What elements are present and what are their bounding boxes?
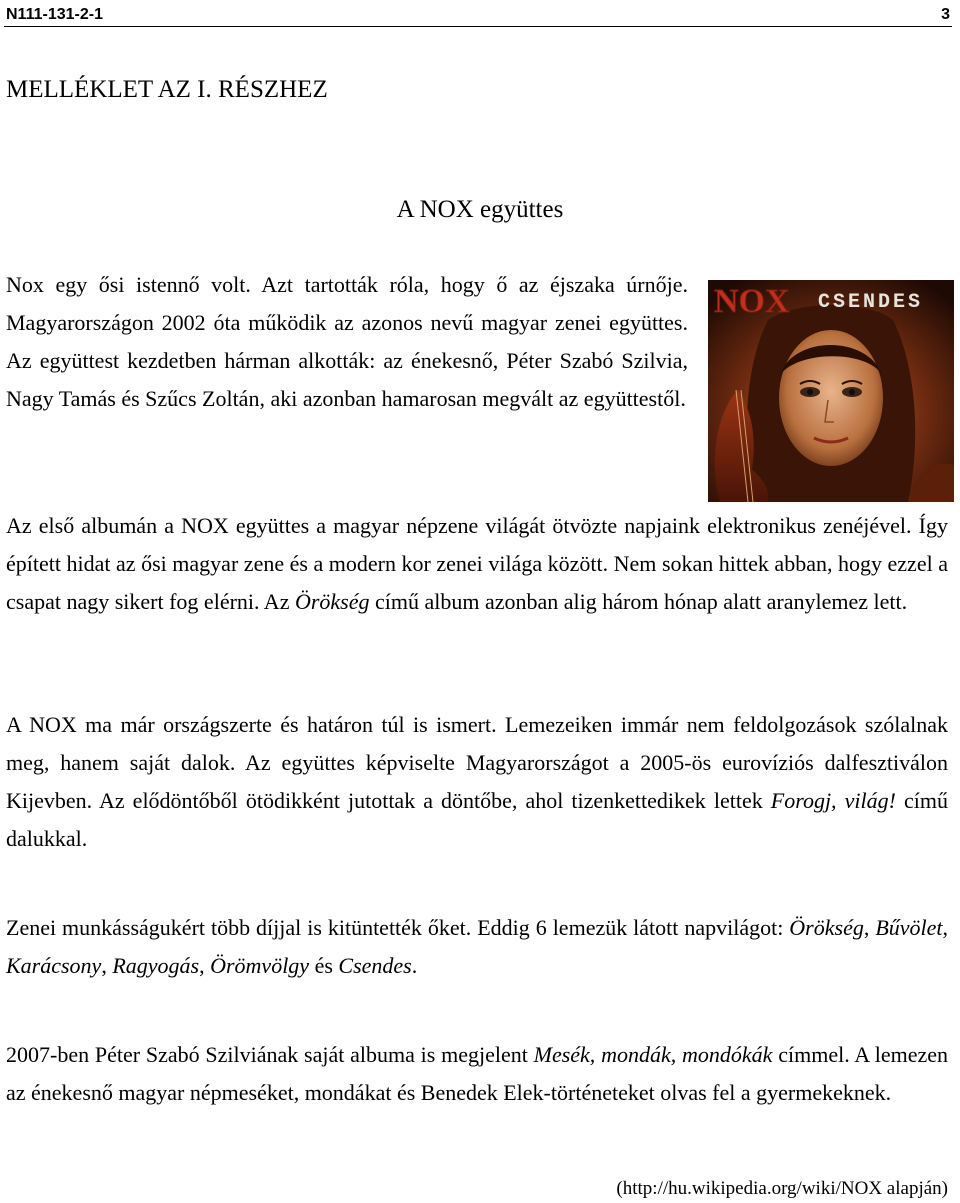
paragraph-solo-album <box>6 1036 948 1112</box>
separator: és <box>309 953 339 978</box>
album-title: Bűvölet <box>875 915 943 940</box>
separator: , <box>199 953 211 978</box>
page-header <box>4 4 952 27</box>
source-citation: (http://hu.wikipedia.org/wiki/NOX alapján) <box>616 1178 948 1199</box>
separator: , <box>863 915 876 940</box>
album-title: Örökség <box>789 915 864 940</box>
text-run: Zenei munkásságukért több díjjal is kitüntették őket. Eddig 6 lemezük látott napvilágot: <box>6 915 790 940</box>
separator: . <box>411 953 418 978</box>
album-title: Csendes <box>338 953 412 978</box>
album-title-orokseg: Örökség <box>294 589 370 614</box>
exam-code: N111-131-2-1 <box>6 6 103 23</box>
text-run: A NOX ma már országszerte és határon túl is ismert. Lemezeiken immár nem feldolgozások szólalnak meg, hanem saját dalok. Az együttes képviselte Magyarországot a 2005-ös eurovíziós dalfesztiválon Kijevben. Az elődöntőből ötödikként jutottak a döntőbe, ahol tizenkettedikek lettek <box>6 712 948 813</box>
paragraph-first-album <box>6 507 948 621</box>
album-cover-image <box>708 280 954 502</box>
page-number: 3 <box>941 6 950 23</box>
album-title: Mesék, mondák, mondókák <box>533 1042 773 1067</box>
album-title: Örömvölgy <box>210 953 310 978</box>
text-run: című album azonban alig három hónap alatt aranylemez lett. <box>369 589 908 614</box>
text-run: című dalukkal. <box>6 788 948 851</box>
document-title: A NOX együttes <box>396 196 564 223</box>
album-title-text: CSENDES <box>818 291 924 314</box>
section-title: MELLÉKLET AZ I. RÉSZHEZ <box>6 76 328 103</box>
intro-paragraph: Nox egy ősi istennő volt. Azt tartották róla, hogy ő az éjszaka úrnője. Magyarországon 2002 óta működik az azonos nevű magyar zenei együttes. Az együttest kezdetben hárman alkották: az énekesnő, Péter Szabó Szilvia, Nagy Tamás és Szűcs Zoltán, aki azonban hamarosan megvált az együttestől. <box>6 272 688 411</box>
text-run: 2007-ben Péter Szabó Szilviának saját albuma is megjelent <box>6 1042 534 1067</box>
band-logo-text: NOX <box>714 283 790 320</box>
paragraph-eurovision <box>6 706 948 858</box>
album-cover-art <box>708 280 954 502</box>
separator: , <box>942 915 949 940</box>
text-run: címmel. A lemezen az énekesnő magyar népmeséket, mondákat és Benedek Elek-történeteket olvas fel a gyermekeknek. <box>6 1042 948 1105</box>
separator: , <box>101 953 113 978</box>
song-title: Forogj, világ! <box>770 788 896 813</box>
paragraph-albums <box>6 909 948 985</box>
album-title: Karácsony <box>6 953 102 978</box>
album-title: Ragyogás <box>112 953 200 978</box>
text-run: Az első albumán a NOX együttes a magyar népzene világát ötvözte napjaink elektronikus zenéjével. Így épített hidat az ősi magyar zene és a modern kor zenei világa között. Nem sokan hittek abban, hogy ezzel a csapat nagy sikert fog elérni. Az <box>6 513 948 614</box>
